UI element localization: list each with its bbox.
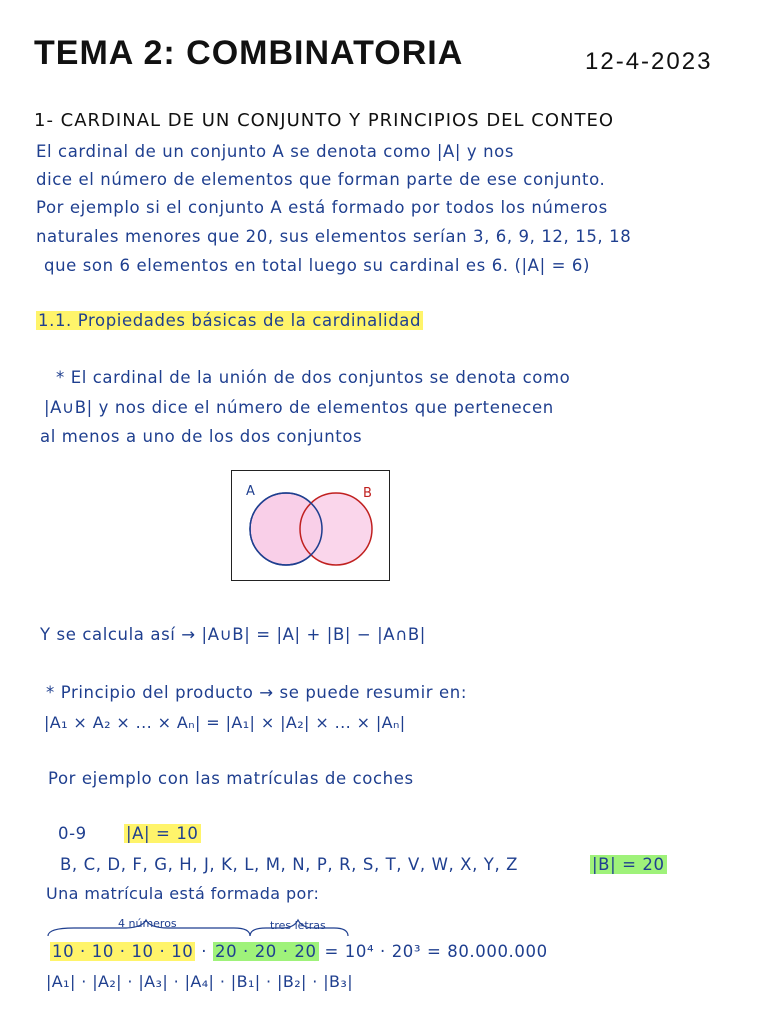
- bullet-line: al menos a uno de los dos conjuntos: [40, 427, 363, 446]
- bullet-line: |A∪B| y nos dice el número de elementos que pertenecen: [44, 398, 554, 417]
- highlight: |A| = 10: [126, 824, 199, 843]
- calc-dot: ·: [201, 942, 208, 961]
- venn-svg: [232, 471, 388, 579]
- bullet-line: * El cardinal de la unión de dos conjuntos se denota como: [56, 368, 571, 387]
- example-intro: Por ejemplo con las matrículas de coches: [48, 769, 414, 788]
- product-formula: |A₁ × A₂ × ... × Aₙ| = |A₁| × |A₂| × ... × |Aₙ|: [44, 713, 406, 732]
- digits-range: 0-9: [58, 824, 87, 843]
- section-heading: 1- CARDINAL DE UN CONJUNTO Y PRINCIPIOS DEL CONTEO: [34, 110, 615, 131]
- letters-list: B, C, D, F, G, H, J, K, L, M, N, P, R, S, T, V, W, X, Y, Z: [60, 855, 519, 874]
- calc-line: [50, 942, 548, 961]
- calc-sets: |A₁| · |A₂| · |A₃| · |A₄| · |B₁| · |B₂| · |B₃|: [46, 972, 354, 991]
- bullet-product: * Principio del producto → se puede resumir en:: [46, 683, 467, 702]
- paragraph-line: El cardinal de un conjunto A se denota como |A| y nos: [36, 142, 515, 161]
- date: 12-4-2023: [585, 48, 713, 75]
- highlight: |B| = 20: [592, 855, 665, 874]
- digits-cardinal: [124, 824, 201, 843]
- union-formula: Y se calcula así → |A∪B| = |A| + |B| − |A∩B|: [40, 625, 426, 644]
- paragraph-line: naturales menores que 20, sus elementos serían 3, 6, 9, 12, 15, 18: [36, 227, 632, 246]
- set-b-label: B: [363, 486, 372, 501]
- paragraph-line: dice el número de elementos que forman parte de ese conjunto.: [36, 170, 606, 189]
- paragraph-line: Por ejemplo si el conjunto A está formado por todos los números: [36, 198, 608, 217]
- subsection-heading: [36, 311, 423, 330]
- letters-cardinal: [590, 855, 667, 874]
- paragraph-line: que son 6 elementos en total luego su cardinal es 6. (|A| = 6): [44, 256, 590, 275]
- page-title: TEMA 2: COMBINATORIA: [34, 34, 464, 72]
- calc-letters: 20 · 20 · 20: [214, 942, 317, 961]
- brace-label-letters: tres letras: [270, 919, 326, 932]
- brace-label-digits: 4 números: [118, 917, 177, 930]
- venn-diagram: [231, 470, 390, 581]
- set-a-label: A: [246, 484, 255, 499]
- calc-digits: 10 · 10 · 10 · 10: [52, 942, 194, 961]
- calc-result: = 10⁴ · 20³ = 80.000.000: [324, 942, 548, 961]
- highlight: 1.1. Propiedades básicas de la cardinalidad: [38, 311, 422, 330]
- plate-line: Una matrícula está formada por:: [46, 884, 320, 903]
